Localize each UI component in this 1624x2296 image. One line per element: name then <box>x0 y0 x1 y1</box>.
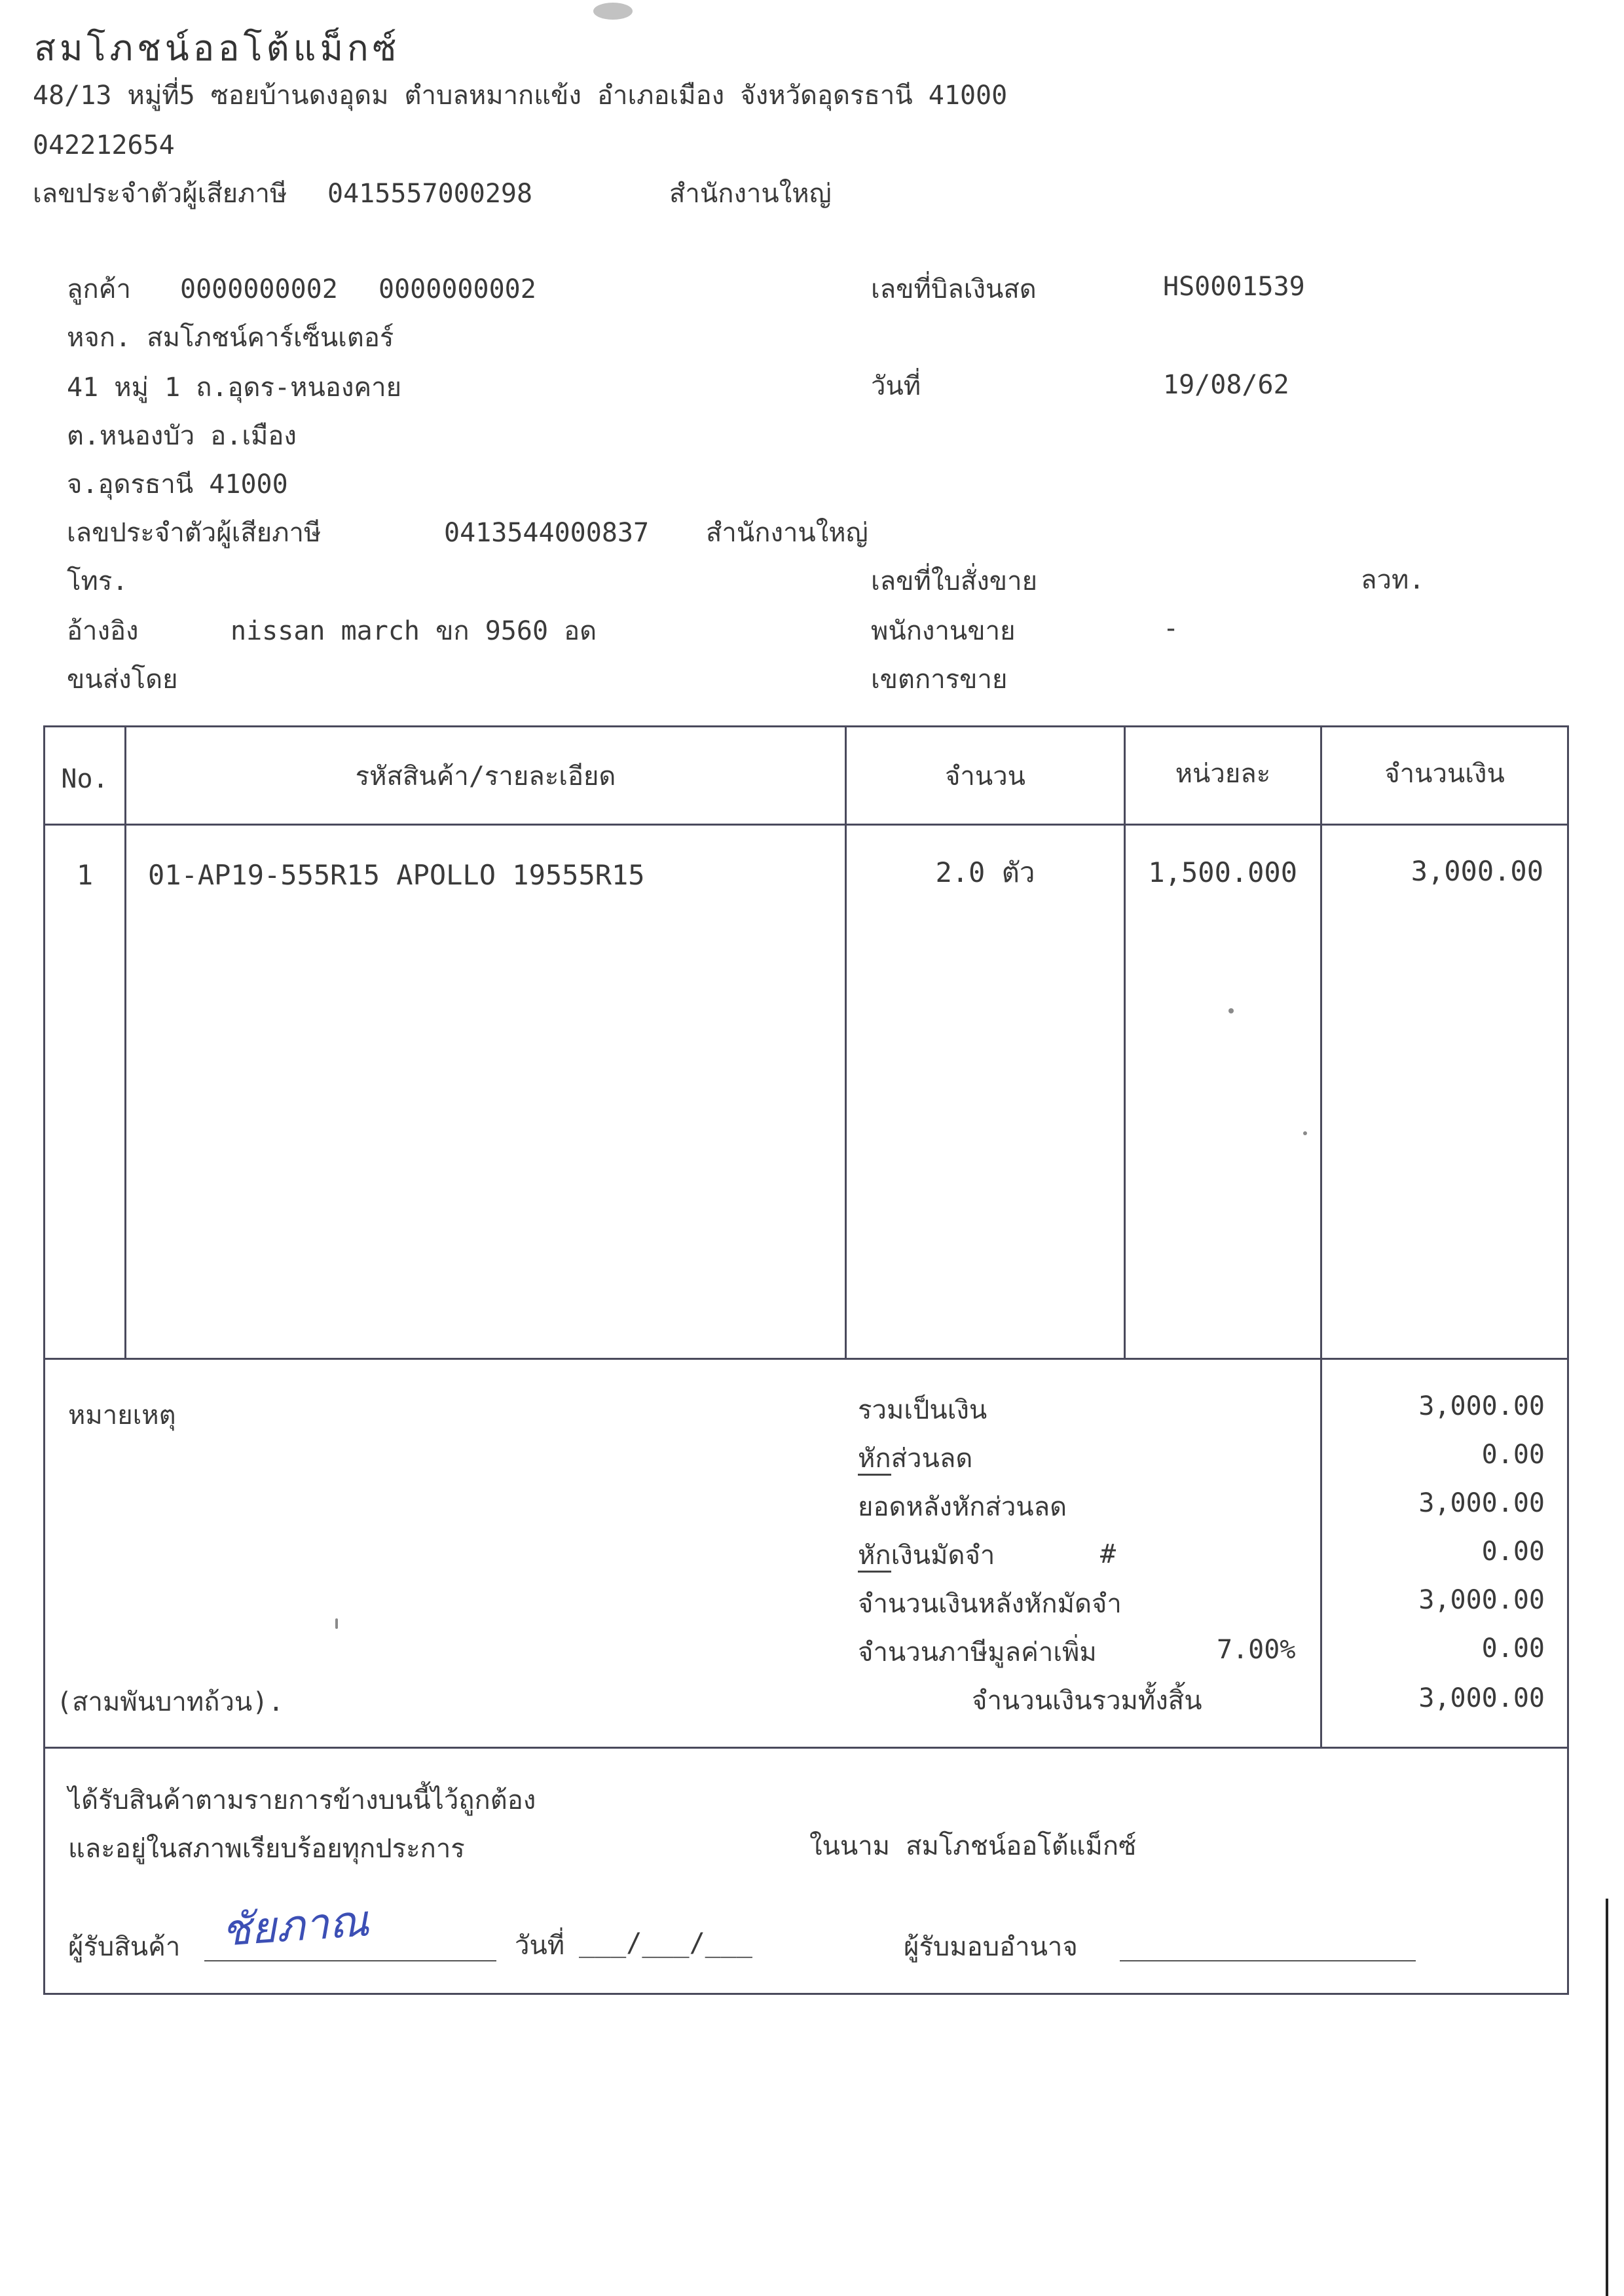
scan-speck <box>1303 1131 1307 1135</box>
scan-speck <box>593 3 633 20</box>
row-quantity: 2.0 ตัว <box>935 856 1035 888</box>
after-deposit-label: จำนวนเงินหลังหักมัดจำ <box>858 1589 1122 1619</box>
vat-label: จำนวนภาษีมูลค่าเพิ่ม <box>858 1637 1097 1667</box>
row-amount: 3,000.00 <box>1411 855 1543 887</box>
col-divider-no <box>124 725 126 1359</box>
bill-date-label: วันที่ <box>871 371 921 401</box>
remark-label: หมายเหตุ <box>68 1400 176 1430</box>
row-no: 1 <box>76 859 94 891</box>
row-description: 01-AP19-555R15 APOLLO 19555R15 <box>148 859 645 891</box>
receive-date-blank: ___/___/___ <box>579 1928 752 1958</box>
receive-date-label: วันที่ <box>515 1931 565 1961</box>
reference-label: อ้างอิง <box>67 616 139 646</box>
company-branch: สำนักงานใหญ่ <box>669 179 832 209</box>
table-border-left <box>43 725 45 1995</box>
header-amount: จำนวนเงิน <box>1384 759 1505 789</box>
customer-code-1: 0000000002 <box>180 274 338 304</box>
discount-label-prefix: หัก <box>858 1444 891 1476</box>
header-no: No. <box>61 764 109 794</box>
authorized-signature-line <box>1120 1960 1416 1961</box>
shipping-label: ขนส่งโดย <box>67 665 178 695</box>
vat-rate: 7.00% <box>1217 1635 1296 1665</box>
order-no-label: เลขที่ใบสั่งขาย <box>871 566 1038 596</box>
header-description: รหัสสินค้า/รายละเอียด <box>355 761 616 792</box>
received-statement-line-2: และอยู่ในสภาพเรียบร้อยทุกประการ <box>68 1834 465 1864</box>
company-tax-label: เลขประจำตัวผู้เสียภาษี <box>33 179 287 209</box>
vat-value: 0.00 <box>1481 1633 1545 1664</box>
customer-tax-id: 0413544000837 <box>444 518 650 548</box>
table-border-top <box>43 725 1569 727</box>
reference-value: nissan march ขก 9560 อด <box>231 616 597 646</box>
deposit-label-prefix: หัก <box>858 1540 891 1573</box>
after-discount-label: ยอดหลังหักส่วนลด <box>858 1492 1067 1522</box>
customer-branch: สำนักงานใหญ่ <box>706 518 868 548</box>
table-header-rule <box>43 824 1569 826</box>
header-unit-price: หน่วยละ <box>1175 759 1271 789</box>
customer-name: หจก. สมโภชน์คาร์เซ็นเตอร์ <box>67 323 394 353</box>
deposit-value: 0.00 <box>1481 1537 1545 1567</box>
order-suffix: ลวท. <box>1361 565 1425 595</box>
company-name: สมโภชน์ออโต้แม็กซ์ <box>34 27 401 69</box>
header-quantity: จำนวน <box>944 761 1026 792</box>
col-divider-quantity <box>1124 725 1126 1359</box>
sales-zone-label: เขตการขาย <box>871 665 1008 695</box>
company-phone: 042212654 <box>33 130 175 160</box>
authorized-label: ผู้รับมอบอำนาจ <box>904 1932 1078 1962</box>
company-address: 48/13 หมู่ที่5 ซอยบ้านดงอุดม ตำบลหมากแข้ง อำเภอเมือง จังหวัดอุดรธานี 41000 <box>33 81 1008 111</box>
salesperson-label: พนักงานขาย <box>871 616 1016 646</box>
col-divider-description <box>845 725 847 1359</box>
total-value: 3,000.00 <box>1418 1683 1545 1713</box>
deposit-label-rest: เงินมัดจำ <box>891 1540 995 1571</box>
total-label: จำนวนเงินรวมทั้งสิ้น <box>972 1686 1202 1716</box>
customer-label: ลูกค้า <box>67 274 131 304</box>
discount-label-rest: ส่วนลด <box>891 1444 973 1474</box>
subtotal-label: รวมเป็นเงิน <box>858 1395 987 1425</box>
received-statement-line-1: ได้รับสินค้าตามรายการข้างบนนี้ไว้ถูกต้อง <box>68 1785 536 1815</box>
after-deposit-value: 3,000.00 <box>1418 1585 1545 1615</box>
customer-address-2: ต.หนองบัว อ.เมือง <box>67 421 297 451</box>
subtotal-value: 3,000.00 <box>1418 1391 1545 1421</box>
footer-bottom-rule <box>43 1993 1569 1995</box>
customer-address-1: 41 หมู่ 1 ถ.อุดร-หนองคาย <box>67 373 402 403</box>
on-behalf-of: ในนาม สมโภชน์ออโต้แม็กซ์ <box>809 1831 1137 1861</box>
scan-edge <box>1606 1899 1608 2296</box>
receiver-label: ผู้รับสินค้า <box>68 1932 181 1962</box>
receiver-signature-line <box>204 1960 496 1961</box>
customer-tax-label: เลขประจำตัวผู้เสียภาษี <box>67 518 322 548</box>
amount-in-words: (สามพันบาทถ้วน). <box>56 1687 284 1717</box>
scan-speck <box>1228 1008 1234 1013</box>
row-unit-price: 1,500.000 <box>1148 856 1297 888</box>
table-body-bottom-rule <box>43 1358 1569 1360</box>
customer-address-3: จ.อุดรธานี 41000 <box>67 469 288 500</box>
customer-code-2: 0000000002 <box>378 274 536 304</box>
receiver-signature: ชัยภาณ <box>219 1895 371 1956</box>
table-border-right <box>1567 725 1569 1995</box>
customer-phone-label: โทร. <box>67 566 128 596</box>
deposit-label <box>858 1540 995 1571</box>
summary-bottom-rule <box>43 1747 1569 1749</box>
bill-date: 19/08/62 <box>1163 370 1289 400</box>
discount-value: 0.00 <box>1481 1440 1545 1470</box>
scan-speck <box>335 1618 338 1629</box>
company-tax-id: 0415557000298 <box>327 179 533 209</box>
salesperson-value: - <box>1163 613 1179 644</box>
discount-label <box>858 1443 972 1474</box>
deposit-hash: # <box>1100 1539 1116 1569</box>
bill-no-label: เลขที่บิลเงินสด <box>871 274 1037 304</box>
after-discount-value: 3,000.00 <box>1418 1488 1545 1518</box>
bill-no: HS0001539 <box>1163 272 1305 302</box>
